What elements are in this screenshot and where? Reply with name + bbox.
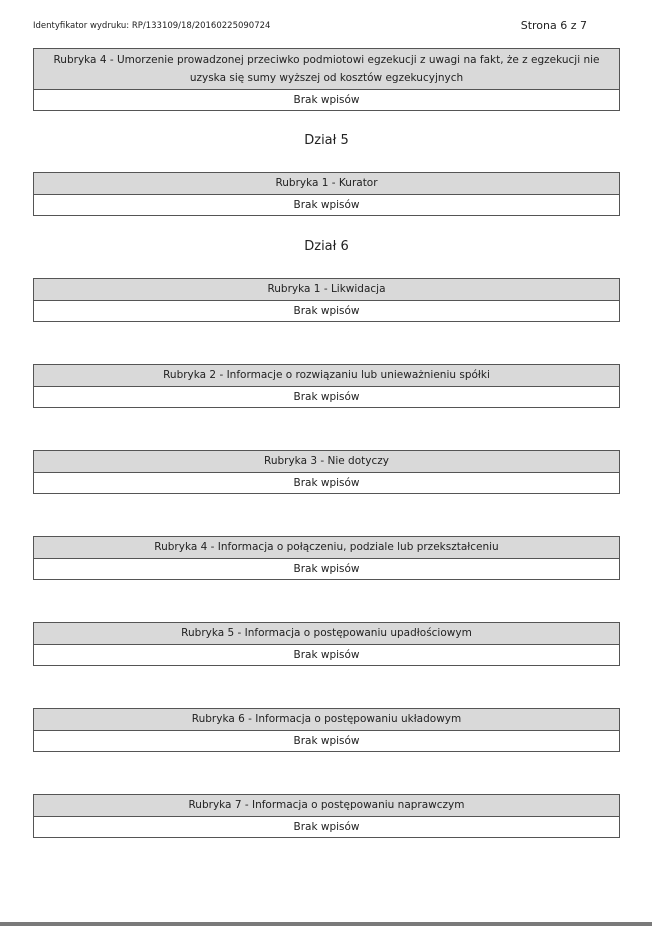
document-identifier: Identyfikator wydruku: RP/133109/18/20160225090724 bbox=[33, 21, 271, 31]
rubryka-title: Rubryka 1 - Kurator bbox=[34, 173, 619, 195]
rubryka-umorzenie-egzekucji bbox=[33, 48, 620, 111]
rubryka-value: Brak wpisów bbox=[293, 649, 360, 661]
rubryka-upadlosc bbox=[33, 622, 620, 666]
rubryka-kurator bbox=[33, 172, 620, 216]
rubryka-value: Brak wpisów bbox=[293, 563, 360, 575]
rubryka-title: Rubryka 3 - Nie dotyczy bbox=[34, 451, 619, 473]
rubryka-polaczenie-podzial bbox=[33, 536, 620, 580]
rubryka-value: Brak wpisów bbox=[293, 199, 360, 211]
page-header bbox=[33, 19, 587, 35]
rubryka-value: Brak wpisów bbox=[293, 94, 360, 106]
rubryka-title: Rubryka 4 - Informacja o połączeniu, podziale lub przekształceniu bbox=[34, 537, 619, 559]
section-title-dzial-5: Dział 5 bbox=[304, 133, 349, 148]
rubryka-rozwiazanie-spolki bbox=[33, 364, 620, 408]
rubryka-postepowanie-naprawcze bbox=[33, 794, 620, 838]
rubryka-title: Rubryka 4 - Umorzenie prowadzonej przeciwko podmiotowi egzekucji z uwagi na fakt, że z egzekucji nie uzyska się sumy wyższej od kosztów egzekucyjnych bbox=[34, 49, 619, 90]
rubryka-title: Rubryka 7 - Informacja o postępowaniu naprawczym bbox=[34, 795, 619, 817]
rubryka-title: Rubryka 6 - Informacja o postępowaniu układowym bbox=[34, 709, 619, 731]
rubryka-title: Rubryka 1 - Likwidacja bbox=[34, 279, 619, 301]
rubryka-nie-dotyczy bbox=[33, 450, 620, 494]
rubryka-value: Brak wpisów bbox=[293, 477, 360, 489]
rubryka-value: Brak wpisów bbox=[293, 821, 360, 833]
bottom-scroll-edge bbox=[0, 922, 652, 926]
rubryka-uklad bbox=[33, 708, 620, 752]
section-title-dzial-6: Dział 6 bbox=[304, 239, 349, 254]
rubryka-value: Brak wpisów bbox=[293, 391, 360, 403]
rubryka-title: Rubryka 5 - Informacja o postępowaniu upadłościowym bbox=[34, 623, 619, 645]
rubryka-value: Brak wpisów bbox=[293, 305, 360, 317]
rubryka-title: Rubryka 2 - Informacje o rozwiązaniu lub unieważnieniu spółki bbox=[34, 365, 619, 387]
page-number: Strona 6 z 7 bbox=[520, 19, 587, 32]
rubryka-value: Brak wpisów bbox=[293, 735, 360, 747]
rubryka-likwidacja bbox=[33, 278, 620, 322]
